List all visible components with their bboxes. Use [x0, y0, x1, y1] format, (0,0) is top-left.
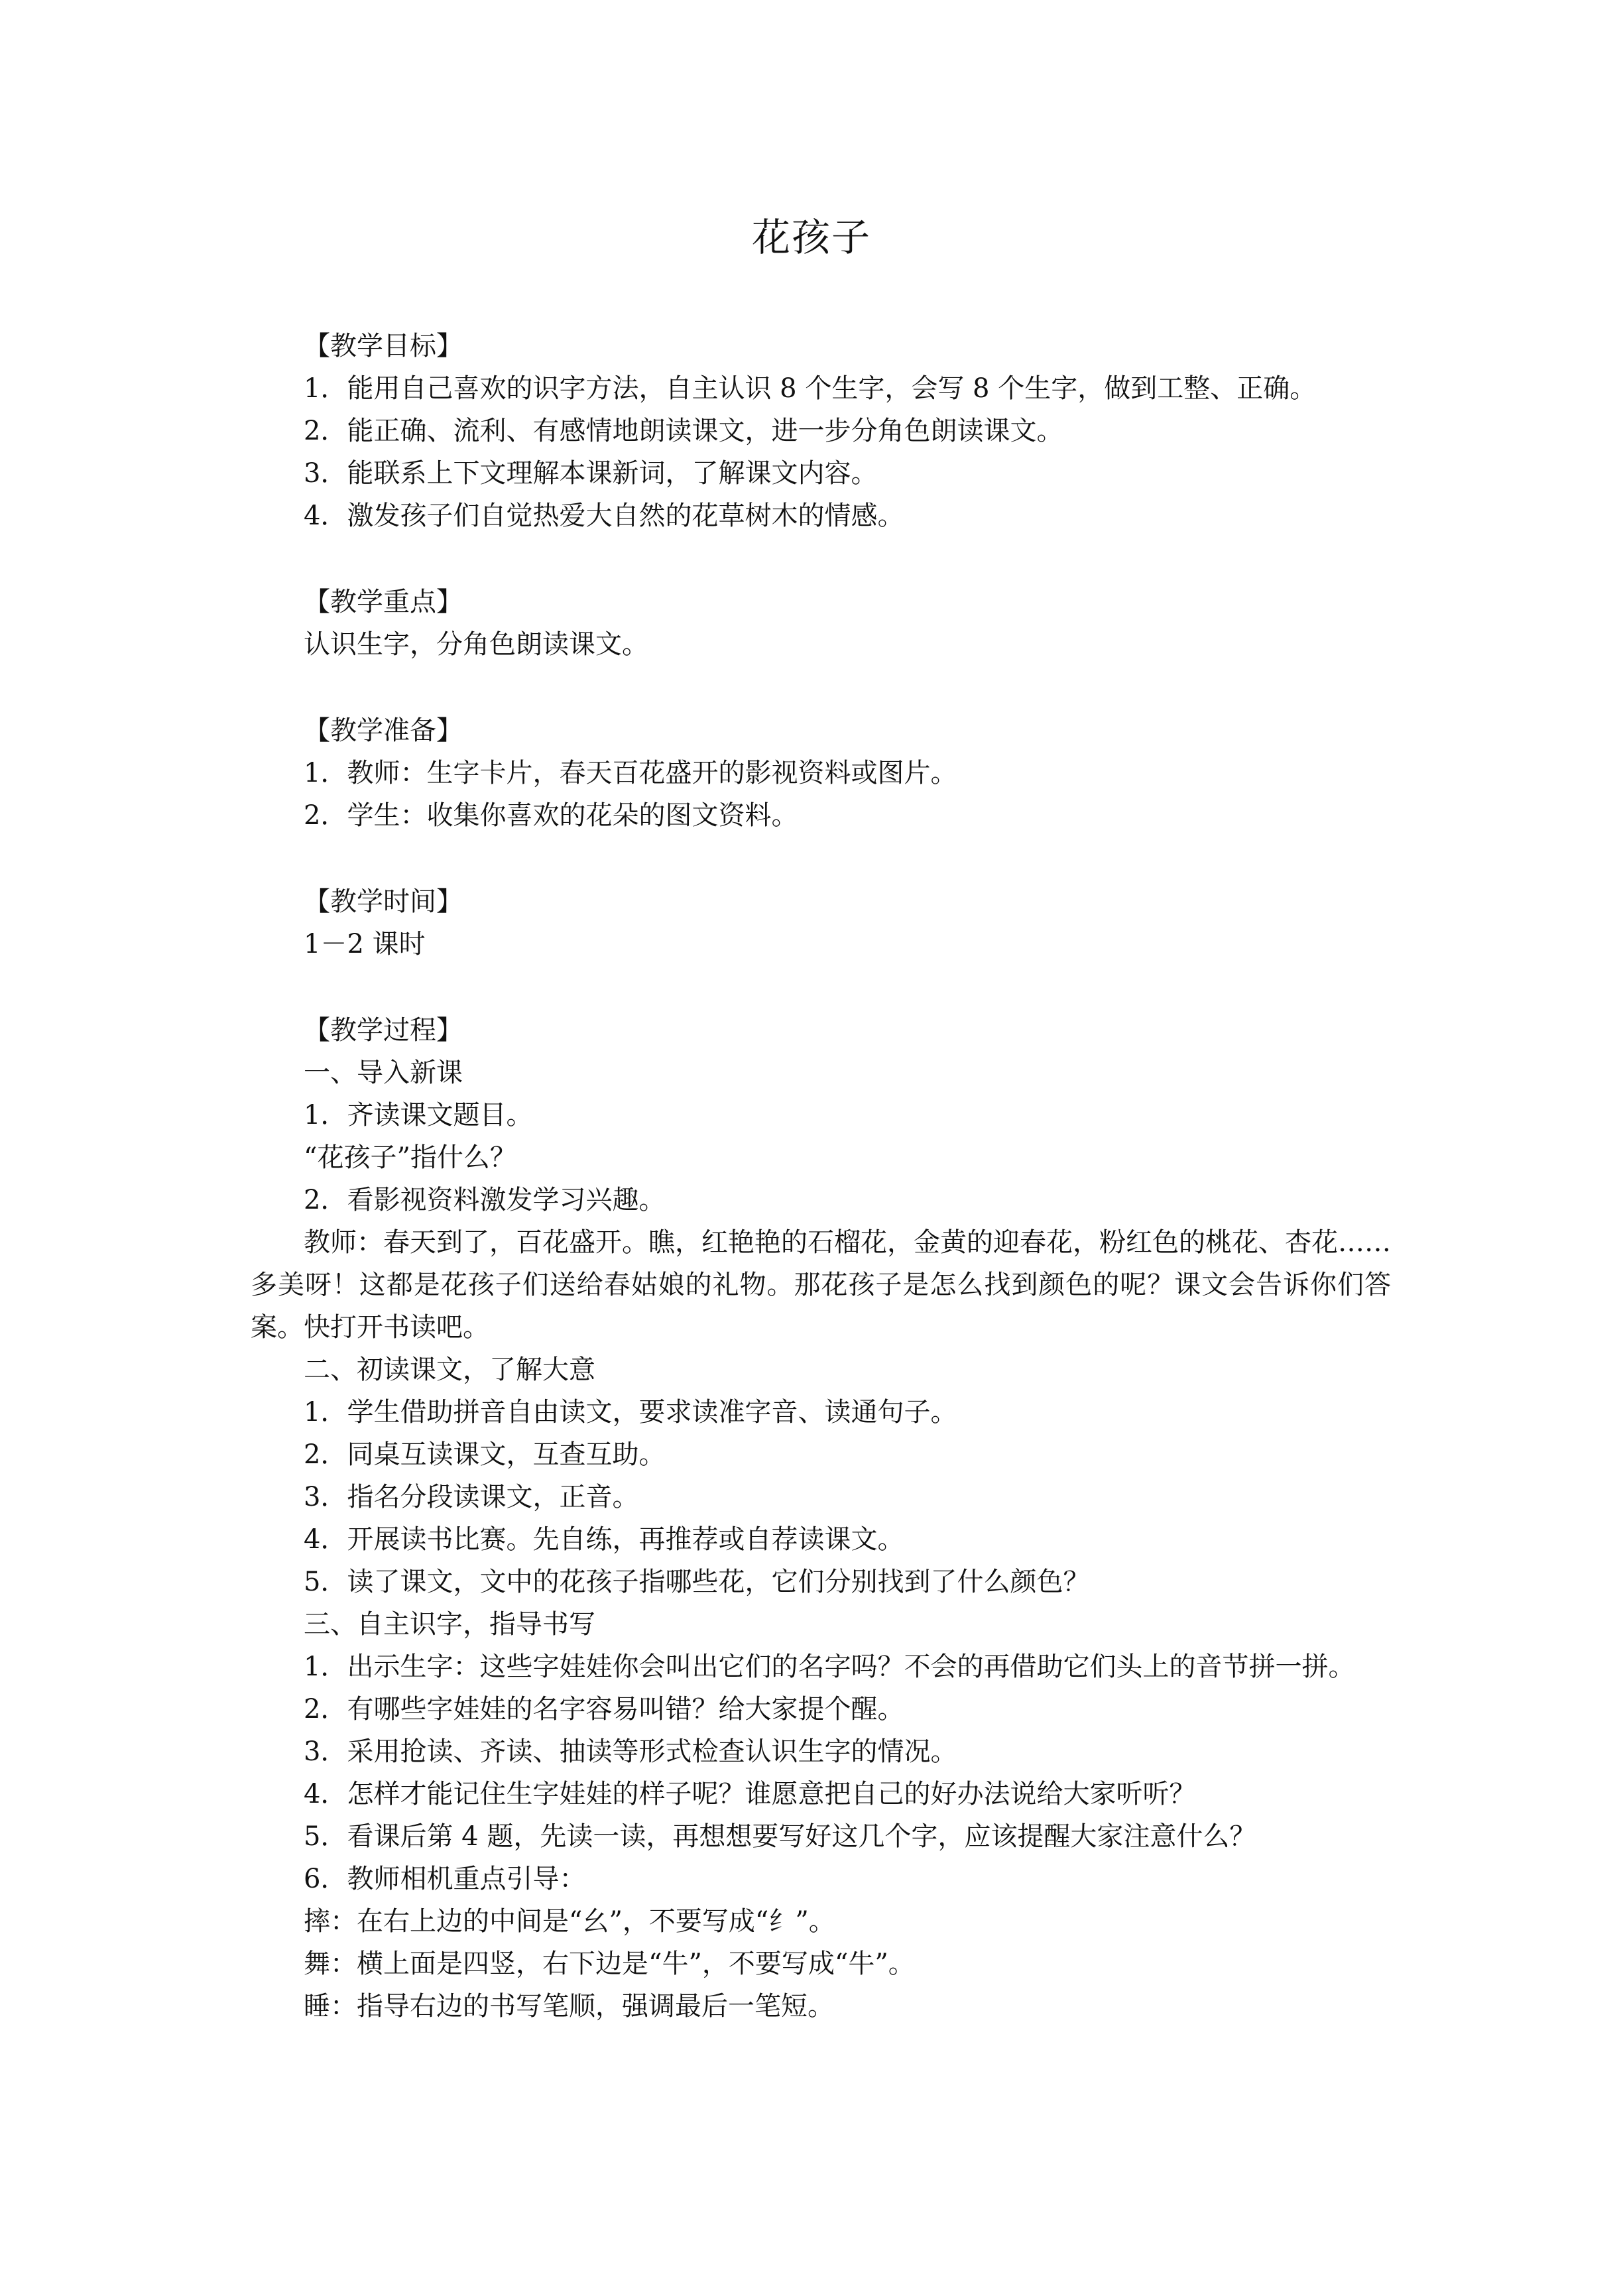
- section-heading-focus: 【教学重点】: [304, 587, 463, 617]
- goal-item: 4．激发孩子们自觉热爱大自然的花草树木的情感。: [304, 501, 904, 531]
- process-step-1-title: 一、导入新课: [304, 1057, 463, 1088]
- process-item: 4．开展读书比赛。先自练，再推荐或自荐读课文。: [304, 1524, 904, 1555]
- character-note: 舞：横上面是四竖，右下边是“牛”，不要写成“牛”。: [304, 1949, 915, 1979]
- goal-item: 2．能正确、流利、有感情地朗读课文，进一步分角色朗读课文。: [304, 416, 1063, 446]
- prep-item: 1．教师：生字卡片，春天百花盛开的影视资料或图片。: [304, 758, 957, 788]
- teacher-paragraph: 教师：春天到了，百花盛开。瞧，红艳艳的石榴花，金黄的迎春花，粉红色的桃花、杏花……多美呀！这都是花孩子们送给春姑娘的礼物。那花孩子是怎么找到颜色的呢？课文会告诉你们答案。快打开书读吧。: [251, 1227, 1391, 1343]
- process-item: 2．同桌互读课文，互查互助。: [304, 1439, 666, 1470]
- section-heading-prep: 【教学准备】: [304, 715, 463, 746]
- section-heading-goals: 【教学目标】: [304, 331, 463, 361]
- prep-item: 2．学生：收集你喜欢的花朵的图文资料。: [304, 800, 798, 831]
- section-heading-time: 【教学时间】: [304, 886, 463, 917]
- document-body: [251, 325, 1391, 2027]
- process-item: 3．指名分段读课文，正音。: [304, 1482, 639, 1512]
- goal-item: 1．能用自己喜欢的识字方法，自主认识 8 个生字，会写 8 个生字，做到工整、正确。: [304, 373, 1317, 404]
- process-item: 1．齐读课文题目。: [304, 1100, 533, 1130]
- time-text: 1－2 课时: [304, 929, 426, 959]
- process-question: “花孩子”指什么？: [304, 1142, 516, 1173]
- process-step-3-title: 三、自主识字，指导书写: [304, 1609, 595, 1640]
- process-item: 1．出示生字：这些字娃娃你会叫出它们的名字吗？不会的再借助它们头上的音节拼一拼。: [304, 1652, 1355, 1682]
- process-item: 5．读了课文，文中的花孩子指哪些花，它们分别找到了什么颜色？: [304, 1567, 1090, 1597]
- page-title: 花孩子: [751, 215, 871, 260]
- process-step-2-title: 二、初读课文，了解大意: [304, 1355, 595, 1385]
- process-item: 6．教师相机重点引导：: [304, 1864, 586, 1894]
- process-item: 4．怎样才能记住生字娃娃的样子呢？谁愿意把自己的好办法说给大家听听？: [304, 1779, 1196, 1809]
- process-item: 3．采用抢读、齐读、抽读等形式检查认识生字的情况。: [304, 1736, 957, 1767]
- focus-text: 认识生字，分角色朗读课文。: [304, 629, 648, 660]
- character-note: 睡：指导右边的书写笔顺，强调最后一笔短。: [304, 1991, 834, 2022]
- process-item: 5．看课后第 4 题，先读一读，再想想要写好这几个字，应该提醒大家注意什么？: [304, 1821, 1256, 1852]
- section-heading-process: 【教学过程】: [304, 1015, 463, 1046]
- process-item: 2．有哪些字娃娃的名字容易叫错？给大家提个醒。: [304, 1694, 904, 1724]
- process-item: 1．学生借助拼音自由读文，要求读准字音、读通句子。: [304, 1397, 957, 1427]
- goal-item: 3．能联系上下文理解本课新词，了解课文内容。: [304, 458, 878, 489]
- process-item: 2．看影视资料激发学习兴趣。: [304, 1185, 666, 1215]
- character-note: 摔：在右上边的中间是“幺”，不要写成“纟”。: [304, 1906, 835, 1937]
